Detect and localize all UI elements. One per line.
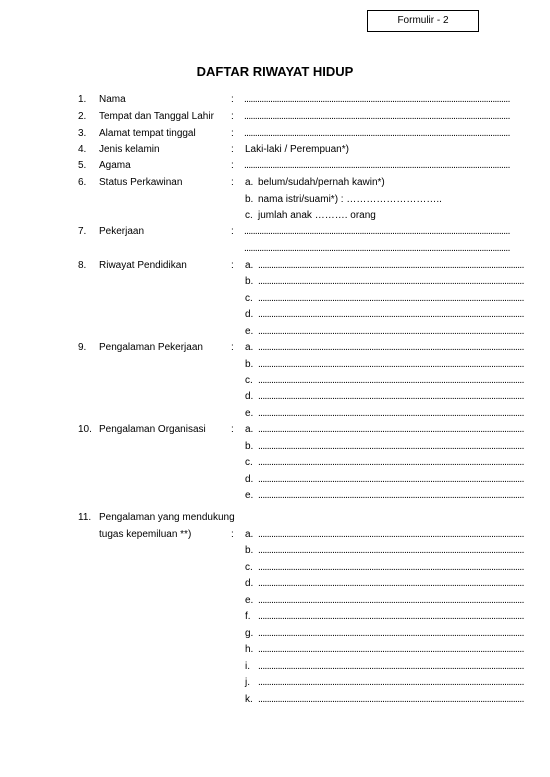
- fill-line-kepemiluan-e[interactable]: ..........................................................................................................................: [258, 595, 524, 606]
- field-row-ttl: [0, 109, 550, 125]
- list-item: [0, 472, 550, 488]
- fill-line-organisasi-d[interactable]: ..........................................................................................................................: [258, 474, 524, 485]
- field-row-agama: [0, 158, 550, 174]
- field-label-kepemimpinan-1: Pengalaman yang mendukung: [99, 512, 235, 523]
- list-item: [0, 659, 550, 675]
- field-label-pengalaman-kerja: Pengalaman Pekerjaan: [99, 342, 203, 353]
- field-row-jenis-kelamin: [0, 142, 550, 158]
- sub-letter: b.: [245, 441, 254, 452]
- field-label-status: Status Perkawinan: [99, 177, 183, 188]
- spouse-name-field[interactable]: nama istri/suami*) : ………………………..: [258, 194, 442, 205]
- field-row-organisasi: [0, 422, 550, 438]
- list-item: [0, 357, 550, 373]
- item-number: 7.: [78, 226, 87, 237]
- field-row-status: [0, 175, 550, 191]
- sub-letter: c.: [245, 210, 253, 221]
- list-item: [0, 593, 550, 609]
- sub-letter: c.: [245, 562, 253, 573]
- colon: :: [231, 342, 234, 353]
- item-number: 8.: [78, 260, 87, 271]
- fill-line-pendidikan-b[interactable]: ..........................................................................................................................: [258, 276, 524, 287]
- list-item: [0, 642, 550, 658]
- list-item: [0, 543, 550, 559]
- fill-line-pendidikan-c[interactable]: ..........................................................................................................................: [258, 293, 524, 304]
- list-item: [0, 609, 550, 625]
- colon: :: [231, 144, 234, 155]
- field-row-nama: [0, 92, 550, 108]
- field-label-organisasi: Pengalaman Organisasi: [99, 424, 206, 435]
- field-label-pekerjaan: Pekerjaan: [99, 226, 145, 237]
- list-item: [0, 324, 550, 340]
- page-title: DAFTAR RIWAYAT HIDUP: [196, 64, 354, 79]
- fill-line-pendidikan-d[interactable]: ..........................................................................................................................: [258, 309, 524, 320]
- field-label-kepemimpinan-2: tugas kepemiluan **): [99, 529, 192, 540]
- fill-line-kerja-a[interactable]: ..........................................................................................................................: [258, 342, 524, 353]
- item-number: 9.: [78, 342, 87, 353]
- item-number: 2.: [78, 111, 87, 122]
- sub-letter: e.: [245, 408, 254, 419]
- sub-letter: g.: [245, 628, 254, 639]
- sub-letter: d.: [245, 474, 254, 485]
- list-item: [0, 455, 550, 471]
- list-item: [0, 560, 550, 576]
- fill-line-nama[interactable]: ..........................................................................................................................: [244, 94, 510, 105]
- sub-letter: j.: [245, 677, 250, 688]
- list-item: [0, 406, 550, 422]
- field-row-kepemimpinan-a: [0, 527, 550, 543]
- list-item: [0, 274, 550, 290]
- colon: :: [231, 111, 234, 122]
- field-label-nama: Nama: [99, 94, 126, 105]
- fill-line-kepemiluan-j[interactable]: ..........................................................................................................................: [258, 677, 524, 688]
- fill-line-kepemiluan-a[interactable]: ..........................................................................................................................: [258, 529, 524, 540]
- field-row-alamat: [0, 126, 550, 142]
- item-number: 5.: [78, 160, 87, 171]
- colon: :: [231, 529, 234, 540]
- colon: :: [231, 128, 234, 139]
- sub-letter: d.: [245, 309, 254, 320]
- fill-line-kerja-b[interactable]: ..........................................................................................................................: [258, 359, 524, 370]
- field-label-agama: Agama: [99, 160, 131, 171]
- fill-line-organisasi-e[interactable]: ..........................................................................................................................: [258, 490, 524, 501]
- fill-line-kepemiluan-k[interactable]: ..........................................................................................................................: [258, 694, 524, 705]
- list-item: [0, 692, 550, 708]
- fill-line-pekerjaan[interactable]: ..........................................................................................................................: [244, 226, 510, 237]
- list-item: [0, 675, 550, 691]
- field-label-jenis-kelamin: Jenis kelamin: [99, 144, 160, 155]
- field-row-kepemimpinan: [0, 510, 550, 526]
- list-item: [0, 626, 550, 642]
- colon: :: [231, 424, 234, 435]
- item-number: 10.: [78, 424, 92, 435]
- fill-line-ttl[interactable]: ..........................................................................................................................: [244, 111, 510, 122]
- fill-line-pendidikan-e[interactable]: ..........................................................................................................................: [258, 326, 524, 337]
- fill-line-kepemiluan-b[interactable]: ..........................................................................................................................: [258, 545, 524, 556]
- fill-line-kepemiluan-g[interactable]: ..........................................................................................................................: [258, 628, 524, 639]
- sub-letter: h.: [245, 644, 254, 655]
- fill-line-kepemiluan-c[interactable]: ..........................................................................................................................: [258, 562, 524, 573]
- colon: :: [231, 160, 234, 171]
- field-row-pengalaman-kerja: [0, 340, 550, 356]
- field-row-status-c: [0, 208, 550, 224]
- sub-letter: d.: [245, 391, 254, 402]
- fill-line-organisasi-a[interactable]: ..........................................................................................................................: [258, 424, 524, 435]
- sub-letter: b.: [245, 359, 254, 370]
- fill-line-agama[interactable]: ..........................................................................................................................: [244, 160, 510, 171]
- sub-letter: a.: [245, 342, 254, 353]
- list-item: [0, 439, 550, 455]
- list-item: [0, 291, 550, 307]
- sub-letter: e.: [245, 326, 254, 337]
- colon: :: [231, 94, 234, 105]
- fill-line-kerja-e[interactable]: ..........................................................................................................................: [258, 408, 524, 419]
- children-count-field[interactable]: jumlah anak ………. orang: [258, 210, 376, 221]
- item-number: 4.: [78, 144, 87, 155]
- sub-letter: b.: [245, 194, 254, 205]
- field-row-status-b: [0, 192, 550, 208]
- sub-letter: c.: [245, 375, 253, 386]
- sub-letter: a.: [245, 424, 254, 435]
- form-number-label: Formulir - 2: [397, 15, 449, 26]
- sub-letter: c.: [245, 457, 253, 468]
- sub-letter: b.: [245, 545, 254, 556]
- sub-letter: a.: [245, 529, 254, 540]
- item-number: 11.: [78, 512, 92, 523]
- sub-letter: e.: [245, 490, 254, 501]
- fill-line-organisasi-b[interactable]: ..........................................................................................................................: [258, 441, 524, 452]
- field-row-pendidikan: [0, 258, 550, 274]
- list-item: [0, 373, 550, 389]
- fill-line-kerja-d[interactable]: ..........................................................................................................................: [258, 391, 524, 402]
- list-item: [0, 389, 550, 405]
- field-row-pekerjaan-2: [0, 241, 550, 257]
- item-number: 3.: [78, 128, 87, 139]
- sub-letter: e.: [245, 595, 254, 606]
- sub-letter: f.: [245, 611, 251, 622]
- list-item: [0, 576, 550, 592]
- sub-letter: i.: [245, 661, 250, 672]
- field-label-alamat: Alamat tempat tinggal: [99, 128, 196, 139]
- fill-line-pendidikan-a[interactable]: ..........................................................................................................................: [258, 260, 524, 271]
- fill-line-kepemiluan-d[interactable]: ..........................................................................................................................: [258, 578, 524, 589]
- fill-line-kepemiluan-i[interactable]: ..........................................................................................................................: [258, 661, 524, 672]
- fill-line-kepemiluan-f[interactable]: ..........................................................................................................................: [258, 611, 524, 622]
- field-label-ttl: Tempat dan Tanggal Lahir: [99, 111, 214, 122]
- sub-letter: a.: [245, 177, 254, 188]
- form-number-box: [367, 10, 479, 32]
- sub-letter: k.: [245, 694, 253, 705]
- field-row-pekerjaan: [0, 224, 550, 240]
- fill-line-alamat[interactable]: ..........................................................................................................................: [244, 128, 510, 139]
- sub-letter: c.: [245, 293, 253, 304]
- marital-status-options[interactable]: belum/sudah/pernah kawin*): [258, 177, 385, 188]
- sub-letter: d.: [245, 578, 254, 589]
- gender-options[interactable]: Laki-laki / Perempuan*): [245, 144, 349, 155]
- item-number: 1.: [78, 94, 87, 105]
- colon: :: [231, 260, 234, 271]
- colon: :: [231, 177, 234, 188]
- colon: :: [231, 226, 234, 237]
- sub-letter: a.: [245, 260, 254, 271]
- list-item: [0, 307, 550, 323]
- fill-line-organisasi-c[interactable]: ..........................................................................................................................: [258, 457, 524, 468]
- item-number: 6.: [78, 177, 87, 188]
- fill-line-pekerjaan-2[interactable]: ..........................................................................................................................: [244, 243, 510, 254]
- sub-letter: b.: [245, 276, 254, 287]
- field-label-pendidikan: Riwayat Pendidikan: [99, 260, 187, 271]
- fill-line-kepemiluan-h[interactable]: ..........................................................................................................................: [258, 644, 524, 655]
- list-item: [0, 488, 550, 504]
- fill-line-kerja-c[interactable]: ..........................................................................................................................: [258, 375, 524, 386]
